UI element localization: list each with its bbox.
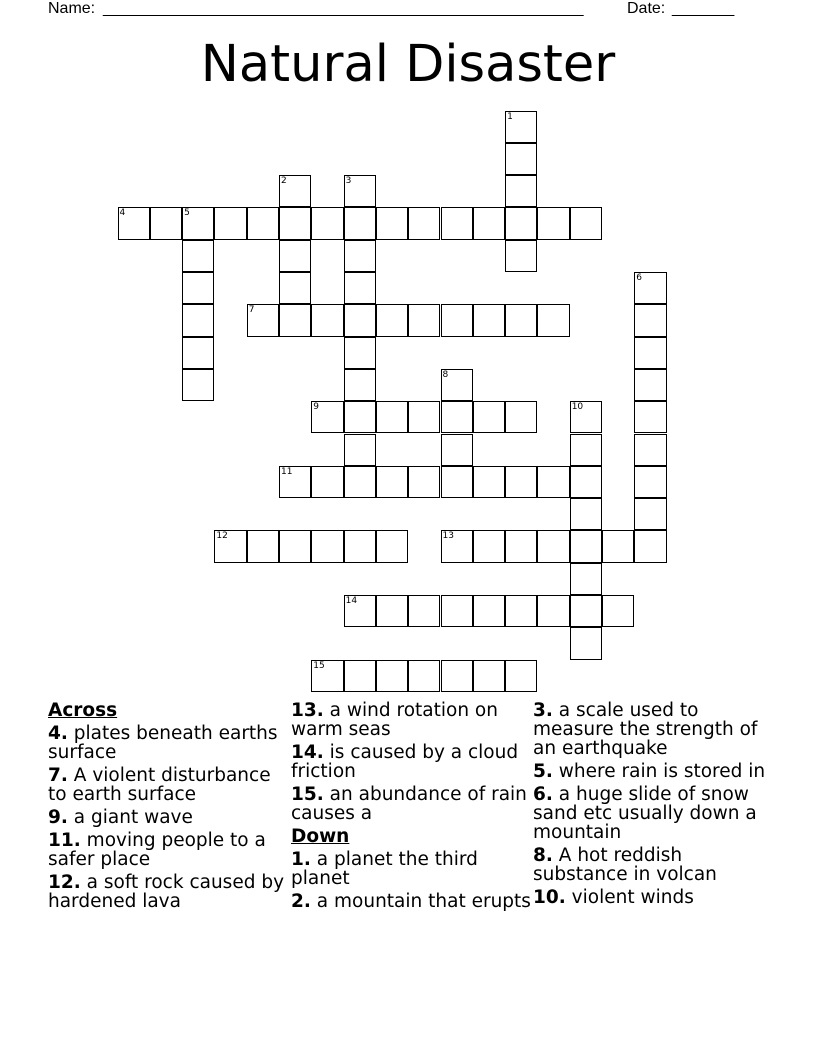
- clue-across-7: 7. A violent disturbance to earth surface: [48, 765, 271, 805]
- crossword-cell[interactable]: [247, 530, 279, 562]
- crossword-cell[interactable]: [473, 660, 505, 692]
- crossword-cell[interactable]: [505, 530, 537, 562]
- crossword-cell[interactable]: [570, 207, 602, 239]
- crossword-cell[interactable]: [570, 434, 602, 466]
- crossword-cell[interactable]: [634, 401, 666, 433]
- crossword-cell[interactable]: [344, 595, 376, 627]
- crossword-cell[interactable]: [182, 240, 214, 272]
- clues-column-3: [533, 701, 773, 911]
- clue-down-6: 6. a huge slide of snow sand etc usually down a mountain: [533, 784, 757, 843]
- crossword-cell[interactable]: [505, 240, 537, 272]
- clue-number: 12: [216, 531, 228, 542]
- crossword-cell[interactable]: [473, 466, 505, 498]
- crossword-cell[interactable]: [634, 530, 666, 562]
- crossword-cell[interactable]: [279, 530, 311, 562]
- clue-across-14: 14. is caused by a cloud friction: [291, 742, 519, 782]
- name-field[interactable]: ______________________________________________________: [103, 0, 584, 17]
- date-label: Date:: [627, 0, 666, 17]
- clue-number: 1: [507, 111, 513, 122]
- crossword-cell[interactable]: [570, 401, 602, 433]
- crossword-cell[interactable]: [214, 207, 246, 239]
- crossword-cell[interactable]: [344, 207, 376, 239]
- crossword-cell[interactable]: [311, 530, 343, 562]
- clue-across-9: 9. a giant wave: [48, 807, 193, 828]
- crossword-cell[interactable]: [408, 207, 440, 239]
- crossword-cell[interactable]: [537, 304, 569, 336]
- clue-number: 2: [281, 176, 287, 187]
- clues-column-2: [291, 701, 531, 915]
- crossword-cell[interactable]: [537, 595, 569, 627]
- crossword-cell[interactable]: [537, 530, 569, 562]
- clue-number: 10: [571, 402, 584, 413]
- crossword-cell[interactable]: [311, 207, 343, 239]
- crossword-cell[interactable]: [376, 660, 408, 692]
- crossword-cell[interactable]: [441, 466, 473, 498]
- crossword-cell[interactable]: [602, 595, 634, 627]
- clue-number: 13: [442, 531, 454, 542]
- crossword-cell[interactable]: [376, 466, 408, 498]
- crossword-cell[interactable]: [441, 660, 473, 692]
- crossword-cell[interactable]: [441, 401, 473, 433]
- clue-number: 14: [345, 596, 358, 606]
- crossword-cell[interactable]: [279, 304, 311, 336]
- crossword-cell[interactable]: [408, 304, 440, 336]
- crossword-cell[interactable]: [570, 627, 602, 659]
- crossword-cell[interactable]: [570, 595, 602, 627]
- crossword-cell[interactable]: [344, 272, 376, 304]
- crossword-cell[interactable]: [634, 498, 666, 530]
- crossword-cell[interactable]: [441, 304, 473, 336]
- clue-across-13: 13. a wind rotation on warm seas: [291, 700, 498, 740]
- crossword-cell[interactable]: [473, 207, 505, 239]
- crossword-cell[interactable]: [279, 175, 311, 207]
- crossword-cell[interactable]: [634, 369, 666, 401]
- crossword-cell[interactable]: [505, 175, 537, 207]
- crossword-cell[interactable]: [344, 434, 376, 466]
- down-heading: Down: [291, 826, 350, 847]
- crossword-cell[interactable]: [634, 466, 666, 498]
- clue-across-15: 15. an abundance of rain causes a: [291, 784, 527, 824]
- clue-number: 3: [345, 176, 352, 187]
- crossword-cell[interactable]: [344, 304, 376, 336]
- crossword-cell[interactable]: [344, 337, 376, 369]
- clue-number: 8: [442, 369, 449, 380]
- crossword-cell[interactable]: [376, 401, 408, 433]
- crossword-cell[interactable]: [505, 111, 537, 143]
- crossword-cell[interactable]: [344, 466, 376, 498]
- clue-number: 9: [313, 402, 320, 413]
- crossword-cell[interactable]: [279, 240, 311, 272]
- clue-down-3: 3. a scale used to measure the strength of an earthquake: [533, 700, 758, 759]
- crossword-cell[interactable]: [602, 530, 634, 562]
- crossword-cell[interactable]: [344, 660, 376, 692]
- crossword-cell[interactable]: [182, 369, 214, 401]
- clue-number: 15: [313, 660, 325, 671]
- crossword-cell[interactable]: [344, 175, 376, 207]
- clue-across-11: 11. moving people to a safer place: [48, 830, 266, 870]
- clue-number: 11: [281, 466, 293, 477]
- crossword-cell[interactable]: [441, 434, 473, 466]
- clue-down-2: 2. a mountain that erupts: [291, 891, 531, 912]
- crossword-cell[interactable]: [150, 207, 182, 239]
- crossword-cell[interactable]: [247, 207, 279, 239]
- crossword-cell[interactable]: [118, 207, 150, 239]
- crossword-cell[interactable]: [344, 240, 376, 272]
- crossword-cell[interactable]: [473, 595, 505, 627]
- crossword-cell[interactable]: [311, 466, 343, 498]
- crossword-cell[interactable]: [505, 466, 537, 498]
- crossword-cell[interactable]: [311, 401, 343, 433]
- crossword-cell[interactable]: [344, 530, 376, 562]
- crossword-cell[interactable]: [505, 401, 537, 433]
- crossword-cell[interactable]: [344, 369, 376, 401]
- crossword-cell[interactable]: [505, 304, 537, 336]
- crossword-cell[interactable]: [441, 369, 473, 401]
- crossword-cell[interactable]: [279, 272, 311, 304]
- crossword-cell[interactable]: [570, 498, 602, 530]
- crossword-cell[interactable]: [570, 530, 602, 562]
- clue-number: 6: [636, 273, 643, 283]
- crossword-cell[interactable]: [505, 207, 537, 239]
- crossword-cell[interactable]: [408, 401, 440, 433]
- crossword-cell[interactable]: [505, 660, 537, 692]
- crossword-cell[interactable]: [182, 337, 214, 369]
- name-label: Name:: [48, 0, 96, 17]
- crossword-cell[interactable]: [408, 595, 440, 627]
- crossword-cell[interactable]: [311, 660, 343, 692]
- clue-down-5: 5. where rain is stored in: [533, 761, 766, 782]
- crossword-cell[interactable]: [537, 207, 569, 239]
- crossword-cell[interactable]: [570, 563, 602, 595]
- puzzle-title: Natural Disaster: [200, 35, 616, 94]
- crossword-cell[interactable]: [570, 466, 602, 498]
- crossword-cell[interactable]: [473, 304, 505, 336]
- crossword-cell[interactable]: [473, 530, 505, 562]
- clue-down-10: 10. violent winds: [533, 887, 694, 908]
- crossword-cell[interactable]: [182, 272, 214, 304]
- crossword-cell[interactable]: [441, 207, 473, 239]
- crossword-cell[interactable]: [182, 304, 214, 336]
- clue-number: 5: [184, 208, 190, 219]
- clues-column-1: [48, 701, 288, 915]
- crossword-cell[interactable]: [214, 530, 246, 562]
- crossword-cell[interactable]: [376, 207, 408, 239]
- crossword-cell[interactable]: [634, 272, 666, 304]
- crossword-cell[interactable]: [505, 143, 537, 175]
- crossword-cell[interactable]: [279, 466, 311, 498]
- crossword-cell[interactable]: [634, 434, 666, 466]
- crossword-cell[interactable]: [376, 304, 408, 336]
- clue-across-12: 12. a soft rock caused by hardened lava: [48, 872, 285, 912]
- crossword-cell[interactable]: [537, 466, 569, 498]
- date-field[interactable]: _______: [672, 0, 735, 17]
- crossword-cell[interactable]: [634, 304, 666, 336]
- crossword-cell[interactable]: [311, 304, 343, 336]
- crossword-cell[interactable]: [473, 401, 505, 433]
- crossword-cell[interactable]: [441, 530, 473, 562]
- clue-number: 4: [119, 208, 126, 219]
- crossword-cell[interactable]: [505, 595, 537, 627]
- crossword-cell[interactable]: [376, 595, 408, 627]
- crossword-cell[interactable]: [279, 207, 311, 239]
- crossword-cell[interactable]: [182, 207, 214, 239]
- crossword-cell[interactable]: [441, 595, 473, 627]
- crossword-cell[interactable]: [247, 304, 279, 336]
- crossword-cell[interactable]: [344, 401, 376, 433]
- crossword-cell[interactable]: [376, 530, 408, 562]
- crossword-cell[interactable]: [408, 660, 440, 692]
- clue-down-8: 8. A hot reddish substance in volcan: [533, 845, 717, 885]
- crossword-cell[interactable]: [408, 466, 440, 498]
- across-heading: Across: [48, 700, 118, 721]
- crossword-cell[interactable]: [634, 337, 666, 369]
- clue-number: 7: [248, 305, 255, 316]
- clue-across-4: 4. plates beneath earths surface: [48, 723, 278, 763]
- clue-down-1: 1. a planet the third planet: [291, 849, 478, 889]
